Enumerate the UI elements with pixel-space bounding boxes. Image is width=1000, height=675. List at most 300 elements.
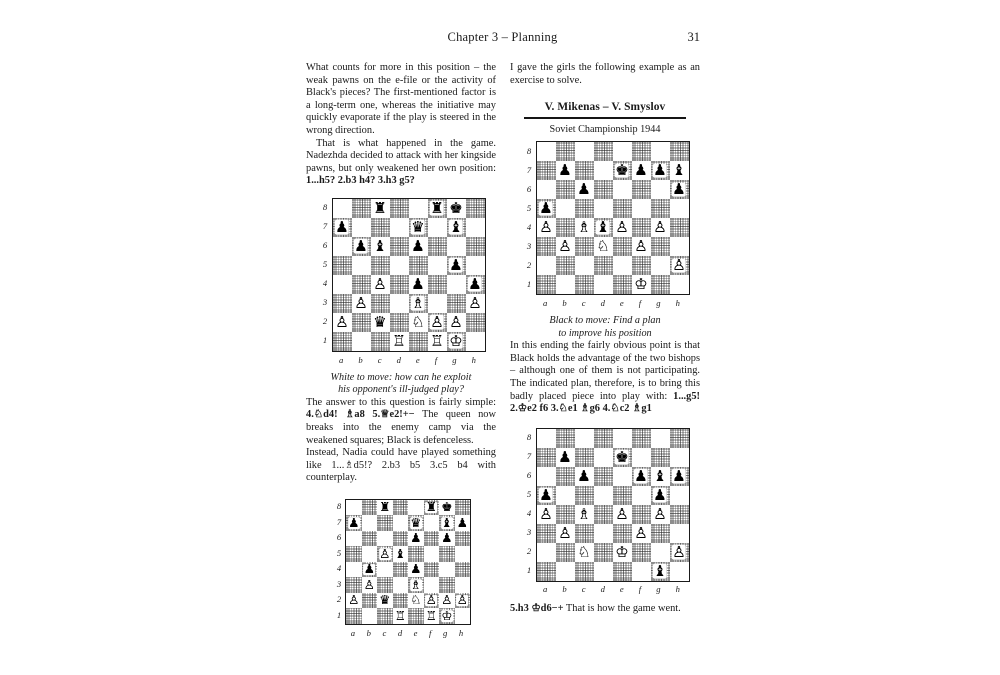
diagram-3-square-g7 bbox=[651, 161, 670, 180]
chapter-title: Chapter 3 – Planning bbox=[447, 30, 558, 44]
diagram-4-rank-labels bbox=[523, 428, 536, 580]
white-king-icon: ♔ bbox=[449, 331, 463, 350]
black-pawn-icon: ♟ bbox=[577, 180, 591, 199]
rank-label-2: 2 bbox=[336, 594, 342, 605]
diagram-2-square-b8 bbox=[362, 500, 378, 516]
diagram-2-square-e4 bbox=[408, 562, 424, 578]
diagram-4-square-f7 bbox=[632, 448, 651, 467]
file-label-c: c bbox=[581, 584, 586, 595]
diagram-2-square-a8 bbox=[346, 500, 362, 516]
diagram-2-square-b6 bbox=[362, 531, 378, 547]
white-pawn-icon: ♙ bbox=[615, 218, 629, 237]
diagram-4-square-g1 bbox=[651, 562, 670, 581]
file-label-h: h bbox=[471, 354, 476, 365]
diagram-4-square-c4 bbox=[575, 505, 594, 524]
black-pawn-icon: ♟ bbox=[335, 217, 349, 236]
file-label-a: a bbox=[350, 627, 356, 638]
black-rook-icon: ♜ bbox=[425, 499, 437, 515]
right-column bbox=[510, 62, 700, 615]
diagram-1-square-d6 bbox=[390, 237, 409, 256]
white-pawn-icon: ♙ bbox=[379, 545, 391, 561]
diagram-2-square-e8 bbox=[408, 500, 424, 516]
diagram-2-square-h3 bbox=[455, 577, 471, 593]
diagram-1-caption-line-2: his opponent's ill-judged play? bbox=[338, 384, 464, 396]
diagram-3-square-f1 bbox=[632, 275, 651, 294]
file-label-e: e bbox=[619, 298, 624, 309]
file-label-d: d bbox=[396, 354, 401, 365]
black-rook-icon: ♜ bbox=[379, 499, 391, 515]
rank-label-5: 5 bbox=[526, 488, 532, 499]
diagram-2-square-a3 bbox=[346, 577, 362, 593]
white-rook-icon: ♖ bbox=[392, 331, 406, 350]
diagram-4-square-c2 bbox=[575, 543, 594, 562]
left-column bbox=[306, 62, 496, 638]
diagram-4-square-d8 bbox=[594, 429, 613, 448]
diagram-4-square-h1 bbox=[670, 562, 689, 581]
black-pawn-icon: ♟ bbox=[411, 274, 425, 293]
white-knight-icon: ♘ bbox=[577, 542, 591, 561]
diagram-3-square-e5 bbox=[613, 199, 632, 218]
black-bishop-icon: ♝ bbox=[373, 236, 387, 255]
diagram-3-square-b1 bbox=[556, 275, 575, 294]
white-knight-icon: ♘ bbox=[596, 237, 610, 256]
rank-label-2: 2 bbox=[322, 316, 328, 327]
rank-label-2: 2 bbox=[526, 545, 532, 556]
diagram-1-square-a1 bbox=[333, 332, 352, 351]
white-pawn-icon: ♙ bbox=[354, 293, 368, 312]
diagram-3-square-g1 bbox=[651, 275, 670, 294]
diagram-4-square-h5 bbox=[670, 486, 689, 505]
diagram-3-square-e6 bbox=[613, 180, 632, 199]
diagram-4-square-h7 bbox=[670, 448, 689, 467]
diagram-1-square-b3 bbox=[352, 294, 371, 313]
left-paragraph-1: What counts for more in this position – the weak pawns on the e-file or the activity of Black's pieces? The first-mentioned factor is a long-term one, whereas the initiative may quickly evaporate if the play is steered in the wrong direction. bbox=[306, 62, 496, 136]
file-label-g: g bbox=[442, 627, 448, 638]
white-king-icon: ♔ bbox=[441, 607, 453, 623]
diagram-4-square-g4 bbox=[651, 505, 670, 524]
white-pawn-icon: ♙ bbox=[634, 237, 648, 256]
black-pawn-icon: ♟ bbox=[449, 255, 463, 274]
diagram-2-square-b4 bbox=[362, 562, 378, 578]
rank-label-3: 3 bbox=[322, 297, 328, 308]
diagram-3-square-e2 bbox=[613, 256, 632, 275]
diagram-1-square-d7 bbox=[390, 218, 409, 237]
diagram-2-square-d5 bbox=[393, 546, 409, 562]
file-label-f: f bbox=[638, 584, 642, 595]
rank-label-8: 8 bbox=[336, 501, 342, 512]
diagram-4-square-a4 bbox=[537, 505, 556, 524]
rank-label-6: 6 bbox=[526, 469, 532, 480]
diagram-2-square-c7 bbox=[377, 515, 393, 531]
diagram-1-square-e6 bbox=[409, 237, 428, 256]
diagram-3-square-g2 bbox=[651, 256, 670, 275]
diagram-1-square-h8 bbox=[466, 199, 485, 218]
diagram-3-square-h6 bbox=[670, 180, 689, 199]
diagram-3-square-f7 bbox=[632, 161, 651, 180]
diagram-2-square-h6 bbox=[455, 531, 471, 547]
diagram-2-square-h2 bbox=[455, 593, 471, 609]
white-pawn-icon: ♙ bbox=[441, 592, 453, 608]
running-head bbox=[305, 30, 700, 46]
white-pawn-icon: ♙ bbox=[468, 293, 482, 312]
diagram-4-square-a2 bbox=[537, 543, 556, 562]
left-paragraph-2-moves: 1...h5? 2.b3 h4? 3.h3 g5? bbox=[306, 175, 415, 187]
diagram-4-square-a8 bbox=[537, 429, 556, 448]
diagram-3-square-c2 bbox=[575, 256, 594, 275]
diagram-1-square-c8 bbox=[371, 199, 390, 218]
diagram-4-square-f3 bbox=[632, 524, 651, 543]
diagram-3-square-a1 bbox=[537, 275, 556, 294]
white-knight-icon: ♘ bbox=[411, 312, 425, 331]
black-queen-icon: ♛ bbox=[373, 312, 387, 331]
diagram-2-square-e7 bbox=[408, 515, 424, 531]
diagram-4-square-b3 bbox=[556, 524, 575, 543]
diagram-2-square-a1 bbox=[346, 608, 362, 624]
black-pawn-icon: ♟ bbox=[363, 561, 375, 577]
file-label-g: g bbox=[452, 354, 457, 365]
file-label-g: g bbox=[656, 298, 661, 309]
diagram-1-square-e2 bbox=[409, 313, 428, 332]
black-pawn-icon: ♟ bbox=[354, 236, 368, 255]
diagram-4-square-f5 bbox=[632, 486, 651, 505]
diagram-3 bbox=[510, 141, 700, 340]
diagram-2-square-e3 bbox=[408, 577, 424, 593]
white-rook-icon: ♖ bbox=[394, 607, 406, 623]
rank-label-7: 7 bbox=[526, 450, 532, 461]
diagram-4-square-a3 bbox=[537, 524, 556, 543]
black-king-icon: ♚ bbox=[441, 499, 453, 515]
diagram-4-board bbox=[536, 428, 690, 582]
diagram-3-caption bbox=[510, 315, 700, 340]
left-paragraph-3-moves: 4.♘d4! ♗a8 5.♕e2!+− bbox=[306, 409, 415, 421]
diagram-3-square-d3 bbox=[594, 237, 613, 256]
diagram-1-square-g5 bbox=[447, 256, 466, 275]
diagram-1-square-h3 bbox=[466, 294, 485, 313]
diagram-2-square-c2 bbox=[377, 593, 393, 609]
game-event: Soviet Championship 1944 bbox=[549, 124, 661, 136]
diagram-1-square-h4 bbox=[466, 275, 485, 294]
right-paragraph-3 bbox=[510, 603, 700, 616]
white-bishop-icon: ♗ bbox=[577, 218, 591, 237]
file-label-e: e bbox=[413, 627, 418, 638]
file-label-h: h bbox=[458, 627, 464, 638]
rank-label-8: 8 bbox=[526, 431, 532, 442]
black-bishop-icon: ♝ bbox=[653, 466, 667, 485]
black-bishop-icon: ♝ bbox=[672, 161, 686, 180]
diagram-3-square-d4 bbox=[594, 218, 613, 237]
diagram-1-square-g2 bbox=[447, 313, 466, 332]
black-pawn-icon: ♟ bbox=[558, 447, 572, 466]
file-label-c: c bbox=[382, 627, 387, 638]
black-pawn-icon: ♟ bbox=[410, 561, 422, 577]
diagram-3-square-f5 bbox=[632, 199, 651, 218]
diagram-2-square-c5 bbox=[377, 546, 393, 562]
file-label-c: c bbox=[377, 354, 382, 365]
black-pawn-icon: ♟ bbox=[456, 514, 468, 530]
black-pawn-icon: ♟ bbox=[411, 236, 425, 255]
rank-label-8: 8 bbox=[526, 145, 532, 156]
diagram-1-board bbox=[332, 198, 486, 352]
black-pawn-icon: ♟ bbox=[410, 530, 422, 546]
file-label-f: f bbox=[429, 627, 432, 638]
diagram-3-square-h7 bbox=[670, 161, 689, 180]
diagram-1-square-b6 bbox=[352, 237, 371, 256]
diagram-1 bbox=[306, 198, 496, 397]
diagram-1-square-f6 bbox=[428, 237, 447, 256]
file-label-a: a bbox=[543, 584, 548, 595]
diagram-3-square-g3 bbox=[651, 237, 670, 256]
diagram-4-square-d4 bbox=[594, 505, 613, 524]
diagram-2-square-e6 bbox=[408, 531, 424, 547]
diagram-1-square-c4 bbox=[371, 275, 390, 294]
rank-label-3: 3 bbox=[526, 240, 532, 251]
black-pawn-icon: ♟ bbox=[634, 466, 648, 485]
rank-label-5: 5 bbox=[322, 259, 328, 270]
diagram-4-square-b2 bbox=[556, 543, 575, 562]
diagram-3-square-h8 bbox=[670, 142, 689, 161]
diagram-2-square-d4 bbox=[393, 562, 409, 578]
diagram-4-square-a5 bbox=[537, 486, 556, 505]
right-paragraph-2 bbox=[510, 340, 700, 416]
diagram-3-square-g5 bbox=[651, 199, 670, 218]
diagram-3-board-wrap bbox=[523, 141, 688, 308]
diagram-1-square-g3 bbox=[447, 294, 466, 313]
white-pawn-icon: ♙ bbox=[672, 542, 686, 561]
diagram-1-square-e7 bbox=[409, 218, 428, 237]
diagram-3-square-g6 bbox=[651, 180, 670, 199]
diagram-1-caption bbox=[306, 372, 496, 397]
diagram-4-square-g3 bbox=[651, 524, 670, 543]
diagram-2-square-c6 bbox=[377, 531, 393, 547]
diagram-2-square-g1 bbox=[439, 608, 455, 624]
diagram-2-square-f5 bbox=[424, 546, 440, 562]
black-pawn-icon: ♟ bbox=[539, 199, 553, 218]
diagram-3-square-d1 bbox=[594, 275, 613, 294]
right-paragraph-3-moves: 5.h3 ♔d6−+ bbox=[510, 602, 564, 614]
left-paragraph-4-text-a: Instead, Nadia could have played something like bbox=[306, 447, 496, 471]
diagram-4-square-d3 bbox=[594, 524, 613, 543]
rank-label-7: 7 bbox=[526, 164, 532, 175]
diagram-2-square-d8 bbox=[393, 500, 409, 516]
black-pawn-icon: ♟ bbox=[441, 530, 453, 546]
rank-label-4: 4 bbox=[322, 278, 328, 289]
white-pawn-icon: ♙ bbox=[634, 523, 648, 542]
file-label-d: d bbox=[600, 298, 605, 309]
diagram-1-square-h5 bbox=[466, 256, 485, 275]
diagram-1-square-g4 bbox=[447, 275, 466, 294]
diagram-1-square-c5 bbox=[371, 256, 390, 275]
diagram-2-square-c4 bbox=[377, 562, 393, 578]
diagram-1-square-f2 bbox=[428, 313, 447, 332]
diagram-3-square-a2 bbox=[537, 256, 556, 275]
diagram-1-square-h6 bbox=[466, 237, 485, 256]
rank-label-1: 1 bbox=[526, 278, 532, 289]
white-knight-icon: ♘ bbox=[410, 592, 422, 608]
file-label-f: f bbox=[434, 354, 438, 365]
diagram-3-square-a6 bbox=[537, 180, 556, 199]
rank-label-4: 4 bbox=[336, 563, 342, 574]
white-pawn-icon: ♙ bbox=[363, 576, 375, 592]
diagram-2-square-h1 bbox=[455, 608, 471, 624]
diagram-3-file-labels bbox=[536, 295, 688, 308]
diagram-1-square-g6 bbox=[447, 237, 466, 256]
left-paragraph-2 bbox=[306, 138, 496, 188]
white-bishop-icon: ♗ bbox=[411, 293, 425, 312]
left-paragraph-4-moves: 1...♗d5!? 2.b3 b5 3.c5 b4 bbox=[331, 459, 468, 471]
diagram-4-square-c1 bbox=[575, 562, 594, 581]
diagram-4-square-c5 bbox=[575, 486, 594, 505]
black-rook-icon: ♜ bbox=[430, 198, 444, 217]
diagram-1-square-d4 bbox=[390, 275, 409, 294]
diagram-1-square-d3 bbox=[390, 294, 409, 313]
black-pawn-icon: ♟ bbox=[653, 485, 667, 504]
diagram-1-square-e1 bbox=[409, 332, 428, 351]
diagram-3-square-f2 bbox=[632, 256, 651, 275]
white-rook-icon: ♖ bbox=[430, 331, 444, 350]
diagram-2-square-b2 bbox=[362, 593, 378, 609]
diagram-4-square-h2 bbox=[670, 543, 689, 562]
black-pawn-icon: ♟ bbox=[348, 514, 360, 530]
diagram-1-square-g7 bbox=[447, 218, 466, 237]
diagram-2-square-f8 bbox=[424, 500, 440, 516]
diagram-2-square-d1 bbox=[393, 608, 409, 624]
black-pawn-icon: ♟ bbox=[634, 161, 648, 180]
diagram-4-square-d5 bbox=[594, 486, 613, 505]
diagram-3-square-a8 bbox=[537, 142, 556, 161]
diagram-4-square-e6 bbox=[613, 467, 632, 486]
rank-label-7: 7 bbox=[322, 221, 328, 232]
diagram-4-square-b5 bbox=[556, 486, 575, 505]
right-paragraph-2-text-a: In this ending the fairly obvious point is that Black holds the advantage of the two bishops – although one of them is not participating. The indicated plan, therefore, is to bring this badly placed piece into play with: bbox=[510, 340, 700, 402]
diagram-3-square-h2 bbox=[670, 256, 689, 275]
diagram-2-square-e1 bbox=[408, 608, 424, 624]
diagram-4-board-wrap bbox=[523, 428, 688, 595]
file-label-g: g bbox=[656, 584, 661, 595]
file-label-a: a bbox=[543, 298, 548, 309]
white-king-icon: ♔ bbox=[615, 542, 629, 561]
diagram-3-board bbox=[536, 141, 690, 295]
black-pawn-icon: ♟ bbox=[672, 466, 686, 485]
diagram-2-square-f1 bbox=[424, 608, 440, 624]
diagram-3-square-e7 bbox=[613, 161, 632, 180]
file-label-f: f bbox=[638, 298, 642, 309]
diagram-4-square-c8 bbox=[575, 429, 594, 448]
diagram-3-square-e4 bbox=[613, 218, 632, 237]
diagram-2-square-a4 bbox=[346, 562, 362, 578]
diagram-3-caption-line-2: to improve his position bbox=[558, 327, 652, 339]
diagram-2-square-g8 bbox=[439, 500, 455, 516]
diagram-1-square-f4 bbox=[428, 275, 447, 294]
diagram-1-square-h1 bbox=[466, 332, 485, 351]
rank-label-1: 1 bbox=[526, 564, 532, 575]
rank-label-7: 7 bbox=[336, 516, 342, 527]
diagram-4 bbox=[510, 428, 700, 595]
diagram-1-square-a8 bbox=[333, 199, 352, 218]
white-pawn-icon: ♙ bbox=[615, 504, 629, 523]
game-header bbox=[510, 101, 700, 135]
diagram-4-square-b8 bbox=[556, 429, 575, 448]
left-paragraph-4 bbox=[306, 447, 496, 485]
black-bishop-icon: ♝ bbox=[441, 514, 453, 530]
diagram-2-square-d2 bbox=[393, 593, 409, 609]
diagram-1-square-e8 bbox=[409, 199, 428, 218]
diagram-1-square-b1 bbox=[352, 332, 371, 351]
diagram-4-square-e8 bbox=[613, 429, 632, 448]
diagram-3-square-b2 bbox=[556, 256, 575, 275]
diagram-3-square-c6 bbox=[575, 180, 594, 199]
diagram-1-square-g1 bbox=[447, 332, 466, 351]
diagram-4-square-f1 bbox=[632, 562, 651, 581]
diagram-3-square-a3 bbox=[537, 237, 556, 256]
diagram-1-square-h2 bbox=[466, 313, 485, 332]
diagram-2-square-a5 bbox=[346, 546, 362, 562]
black-pawn-icon: ♟ bbox=[672, 180, 686, 199]
diagram-1-square-f7 bbox=[428, 218, 447, 237]
black-pawn-icon: ♟ bbox=[653, 161, 667, 180]
diagram-2-square-c1 bbox=[377, 608, 393, 624]
diagram-4-square-e7 bbox=[613, 448, 632, 467]
diagram-3-square-a5 bbox=[537, 199, 556, 218]
diagram-3-square-b7 bbox=[556, 161, 575, 180]
diagram-3-square-h5 bbox=[670, 199, 689, 218]
diagram-3-square-h3 bbox=[670, 237, 689, 256]
diagram-4-square-e4 bbox=[613, 505, 632, 524]
black-queen-icon: ♛ bbox=[410, 514, 422, 530]
diagram-4-square-f4 bbox=[632, 505, 651, 524]
white-pawn-icon: ♙ bbox=[558, 523, 572, 542]
rank-label-5: 5 bbox=[336, 547, 342, 558]
diagram-1-square-c2 bbox=[371, 313, 390, 332]
diagram-2-board-wrap bbox=[333, 499, 469, 638]
white-pawn-icon: ♙ bbox=[539, 504, 553, 523]
game-players: V. Mikenas – V. Smyslov bbox=[544, 101, 666, 114]
diagram-4-square-a6 bbox=[537, 467, 556, 486]
left-paragraph-2-text: That is what happened in the game. Nadezhda decided to attack with her kingside pawns, but only weakened her own position: bbox=[306, 137, 496, 174]
diagram-2-square-g2 bbox=[439, 593, 455, 609]
diagram-3-square-g8 bbox=[651, 142, 670, 161]
black-bishop-icon: ♝ bbox=[394, 545, 406, 561]
diagram-4-square-f8 bbox=[632, 429, 651, 448]
white-pawn-icon: ♙ bbox=[335, 312, 349, 331]
white-pawn-icon: ♙ bbox=[430, 312, 444, 331]
diagram-2-square-d3 bbox=[393, 577, 409, 593]
file-label-b: b bbox=[562, 584, 567, 595]
diagram-4-square-f2 bbox=[632, 543, 651, 562]
diagram-2-rank-labels bbox=[333, 499, 345, 623]
rank-label-1: 1 bbox=[336, 609, 342, 620]
black-king-icon: ♚ bbox=[615, 161, 629, 180]
diagram-1-square-b4 bbox=[352, 275, 371, 294]
file-label-b: b bbox=[366, 627, 371, 638]
rank-label-6: 6 bbox=[336, 532, 342, 543]
diagram-1-square-f5 bbox=[428, 256, 447, 275]
diagram-4-square-d1 bbox=[594, 562, 613, 581]
diagram-4-square-b6 bbox=[556, 467, 575, 486]
diagram-1-square-b2 bbox=[352, 313, 371, 332]
right-paragraph-1: I gave the girls the following example as an exercise to solve. bbox=[510, 62, 700, 86]
white-pawn-icon: ♙ bbox=[373, 274, 387, 293]
left-paragraph-3 bbox=[306, 397, 496, 447]
white-rook-icon: ♖ bbox=[425, 607, 437, 623]
diagram-4-square-h4 bbox=[670, 505, 689, 524]
diagram-1-square-b5 bbox=[352, 256, 371, 275]
diagram-2-square-b7 bbox=[362, 515, 378, 531]
diagram-3-square-c8 bbox=[575, 142, 594, 161]
diagram-3-square-d7 bbox=[594, 161, 613, 180]
diagram-2-square-f6 bbox=[424, 531, 440, 547]
black-bishop-icon: ♝ bbox=[596, 218, 610, 237]
diagram-2-square-h4 bbox=[455, 562, 471, 578]
